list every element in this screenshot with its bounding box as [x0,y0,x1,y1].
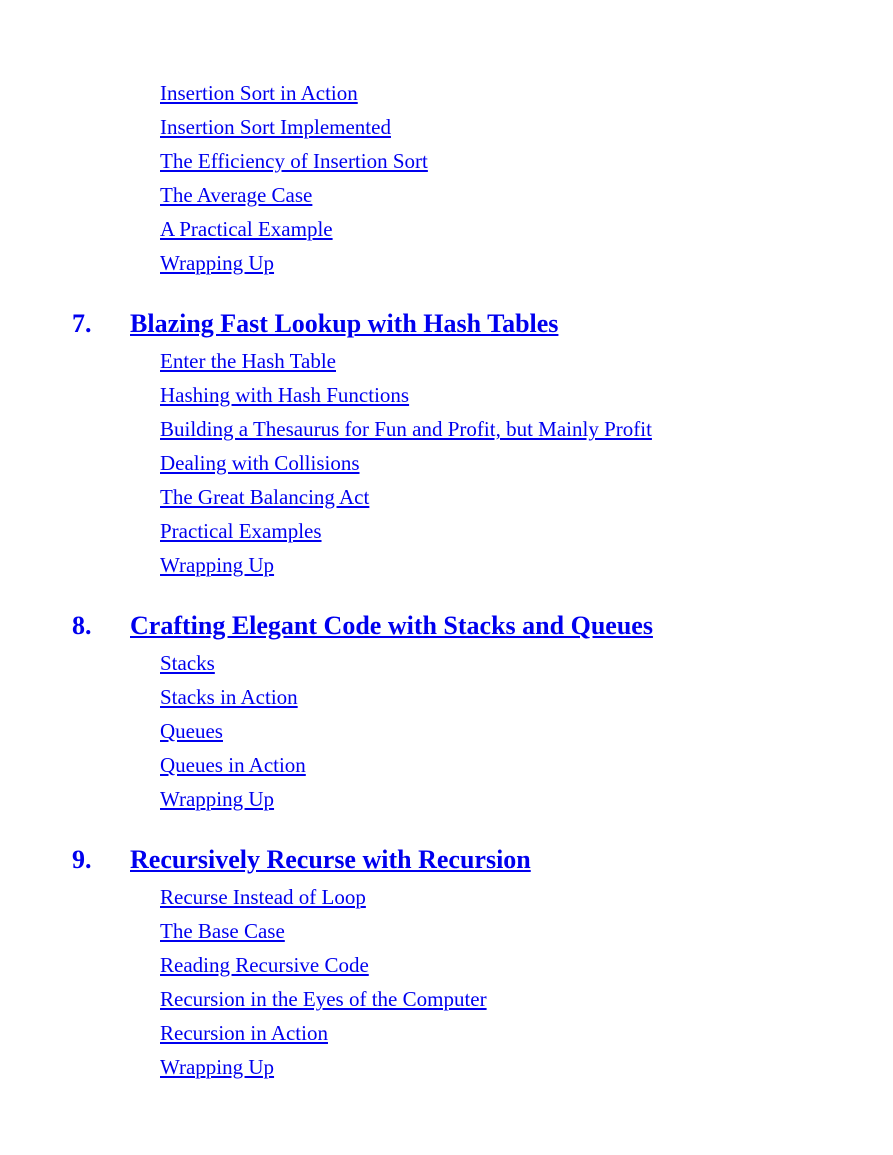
section-link[interactable]: Recursion in Action [160,1021,328,1045]
section-item [0,480,893,514]
section-item [0,782,893,816]
section-item [0,914,893,948]
section-item [0,680,893,714]
chapter-8 [0,606,893,816]
section-item [0,1050,893,1084]
section-item [0,246,893,280]
section-link[interactable]: Dealing with Collisions [160,451,360,475]
section-link[interactable]: Reading Recursive Code [160,953,369,977]
chapter-number: 9. [72,845,92,874]
section-link[interactable]: The Great Balancing Act [160,485,370,509]
section-item [0,1016,893,1050]
section-link[interactable]: Queues [160,719,223,743]
section-item [0,344,893,378]
section-link[interactable]: Wrapping Up [160,787,275,811]
section-item [0,748,893,782]
section-item [0,212,893,246]
section-link-practical-example[interactable]: A Practical Example [160,217,333,241]
section-link[interactable]: Practical Examples [160,519,322,543]
chapter-7-section-list [0,344,893,582]
chapter-7 [0,304,893,582]
chapter-title-link[interactable]: Crafting Elegant Code with Stacks and Queues [130,611,653,640]
section-item [0,446,893,480]
chapter-heading [0,840,893,880]
chapter-title-link[interactable]: Recursively Recurse with Recursion [130,845,531,874]
section-link-insertion-sort-in-action[interactable]: Insertion Sort in Action [160,81,358,105]
section-item [0,714,893,748]
section-item [0,514,893,548]
section-item [0,982,893,1016]
section-item [0,76,893,110]
section-link[interactable]: Building a Thesaurus for Fun and Profit, but Mainly Profit [160,417,652,441]
section-link[interactable]: Recursion in the Eyes of the Computer [160,987,487,1011]
section-item [0,646,893,680]
chapter-title [130,840,531,880]
chapter-9-section-list [0,880,893,1084]
chapter-9 [0,840,893,1084]
section-link-insertion-sort-implemented[interactable]: Insertion Sort Implemented [160,115,391,139]
section-link[interactable]: Recurse Instead of Loop [160,885,366,909]
chapter-number: 7. [72,309,92,338]
chapter-heading [0,304,893,344]
chapter-title [130,606,653,646]
section-link[interactable]: The Base Case [160,919,285,943]
section-item [0,948,893,982]
section-item [0,880,893,914]
section-link[interactable]: Wrapping Up [160,553,275,577]
section-item [0,412,893,446]
section-link[interactable]: Stacks in Action [160,685,298,709]
chapter-number: 8. [72,611,92,640]
section-link[interactable]: Hashing with Hash Functions [160,383,410,407]
section-link-efficiency-of-insertion-sort[interactable]: The Efficiency of Insertion Sort [160,149,428,173]
section-item [0,548,893,582]
chapter-6-section-list [0,0,893,280]
chapter-title [130,304,558,344]
chapter-title-link[interactable]: Blazing Fast Lookup with Hash Tables [130,309,559,338]
section-item [0,110,893,144]
chapter-8-section-list [0,646,893,816]
section-link[interactable]: Wrapping Up [160,1055,275,1079]
section-link[interactable]: Enter the Hash Table [160,349,336,373]
chapter-heading [0,606,893,646]
section-item [0,178,893,212]
section-item [0,378,893,412]
section-link-average-case[interactable]: The Average Case [160,183,313,207]
section-link[interactable]: Stacks [160,651,215,675]
section-link[interactable]: Queues in Action [160,753,306,777]
section-item [0,144,893,178]
section-link-wrapping-up[interactable]: Wrapping Up [160,251,275,275]
